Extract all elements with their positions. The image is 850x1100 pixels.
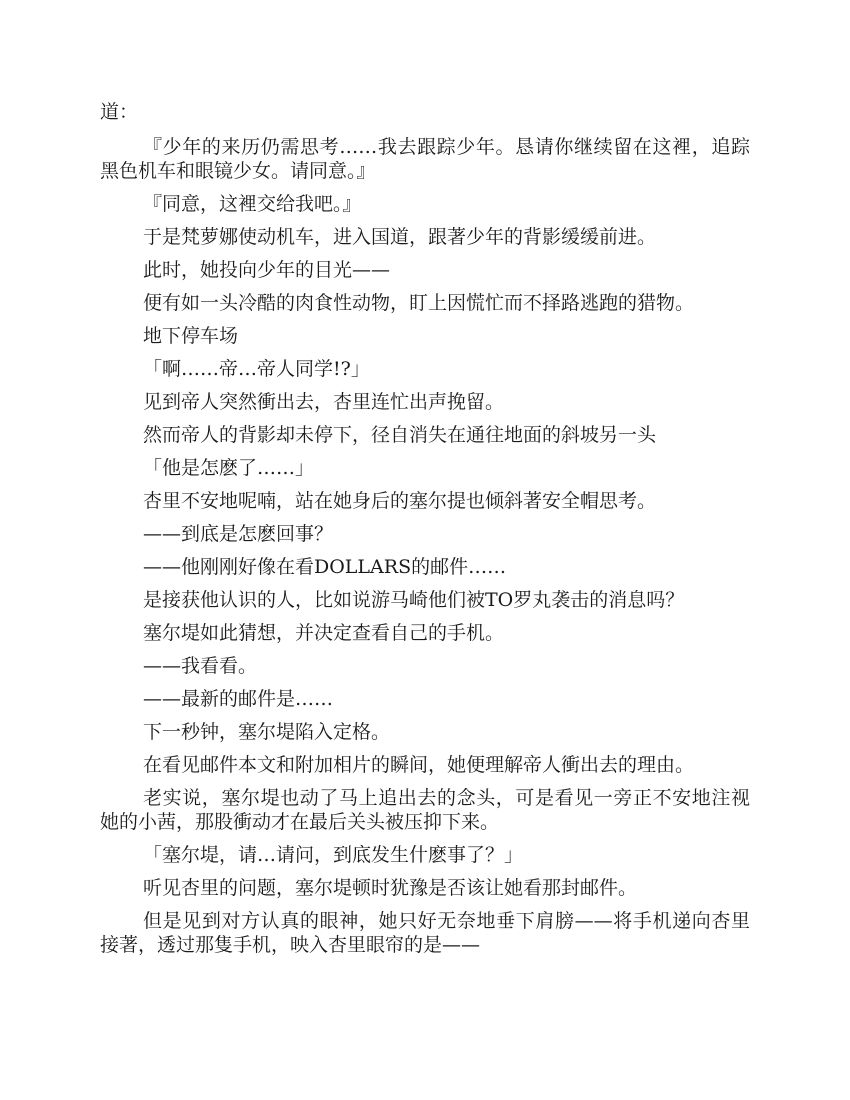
scene-heading: 地下停车场: [143, 325, 239, 347]
paragraph-1: 道：: [100, 101, 139, 123]
paragraph-5: 此时，她投向少年的目光——: [143, 259, 391, 281]
paragraph-15: 是接获他认识的人，比如说游马崎他们被TO罗丸袭击的消息吗？: [143, 589, 685, 611]
document-page: [100, 100, 750, 966]
paragraph-24: 但是见到对方认真的眼神，她只好无奈地垂下肩膀——将手机递向杏里接著，透过那隻手机，映入杏里眼帘的是——: [100, 910, 750, 956]
paragraph-17: ——我看看。: [143, 655, 258, 677]
paragraph-20: 在看见邮件本文和附加相片的瞬间，她便理解帝人衝出去的理由。: [143, 754, 695, 776]
paragraph-22: 「塞尔堤，请…请问，到底发生什麽事了？」: [143, 844, 524, 866]
paragraph-3: 『同意，这裡交给我吧。』: [143, 193, 362, 215]
paragraph-8: 「啊……帝…帝人同学!?」: [143, 358, 370, 380]
paragraph-6: 便有如一头冷酷的肉食性动物，盯上因慌忙而不择路逃跑的猎物。: [143, 292, 695, 314]
paragraph-12: 杏里不安地呢喃，站在她身后的塞尔提也倾斜著安全帽思考。: [143, 490, 657, 512]
paragraph-21: 老实说，塞尔堤也动了马上追出去的念头，可是看见一旁正不安地注视她的小茜，那股衝动才在最后关头被压抑下来。: [100, 787, 750, 833]
paragraph-13: ——到底是怎麽回事？: [143, 523, 334, 545]
paragraph-2: 『少年的来历仍需思考……我去跟踪少年。恳请你继续留在这裡，追踪黑色机车和眼镜少女。请同意。』: [100, 136, 750, 182]
paragraph-9: 见到帝人突然衝出去，杏里连忙出声挽留。: [143, 391, 505, 413]
paragraph-10: 然而帝人的背影却未停下，径自消失在通往地面的斜坡另一头: [143, 424, 657, 446]
paragraph-4: 于是梵萝娜使动机车，进入国道，跟著少年的背影缓缓前进。: [143, 226, 657, 248]
paragraph-14: ——他刚刚好像在看DOLLARS的邮件……: [143, 556, 507, 578]
paragraph-16: 塞尔堤如此猜想，并决定查看自己的手机。: [143, 622, 505, 644]
paragraph-23: 听见杏里的问题，塞尔堤顿时犹豫是否该让她看那封邮件。: [143, 877, 638, 899]
paragraph-11: 「他是怎麽了……」: [143, 457, 315, 479]
paragraph-18: ——最新的邮件是……: [143, 688, 334, 710]
paragraph-19: 下一秒钟，塞尔堤陷入定格。: [143, 721, 391, 743]
